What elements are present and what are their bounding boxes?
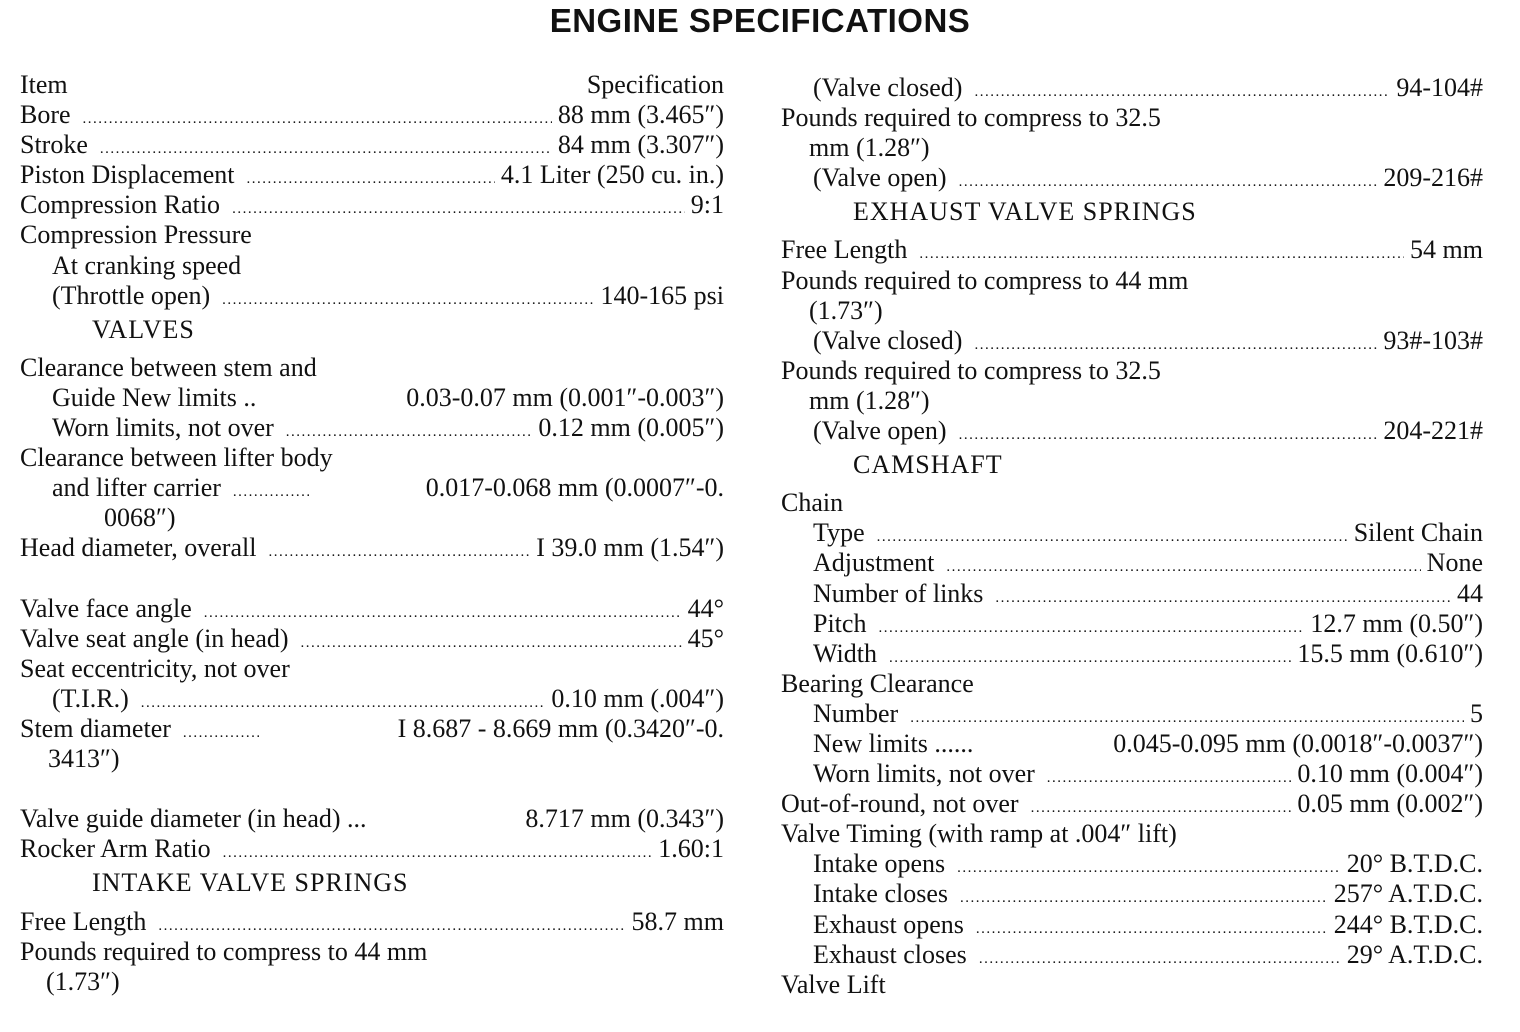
spec-row-stroke <box>20 130 724 160</box>
left-column <box>20 70 724 997</box>
spec-row <box>781 789 1483 819</box>
spec-label: Worn limits, not over <box>813 759 1035 789</box>
spec-label: (T.I.R.) <box>52 683 129 713</box>
dot-leader <box>246 164 494 194</box>
spec-row <box>20 804 724 834</box>
spec-label: Number <box>813 698 899 728</box>
dot-leader <box>959 167 1378 197</box>
spec-label: Compression Pressure <box>20 220 252 250</box>
spec-row <box>781 488 1483 518</box>
spec-row <box>781 235 1483 265</box>
spec-label: Free Length <box>20 906 147 936</box>
spec-label: Seat eccentricity, not over <box>20 653 290 683</box>
dot-leader <box>301 628 682 658</box>
right-column <box>781 73 1483 1000</box>
spec-label: (Throttle open) <box>52 280 211 310</box>
spec-label: Pounds required to compress to 44 mm <box>20 936 428 966</box>
spec-value: 44 <box>1457 578 1483 608</box>
specification-header: Specification <box>586 70 724 99</box>
spacer <box>20 564 724 594</box>
spec-value: 0.10 mm (.004″) <box>551 683 724 713</box>
spec-label: Bore <box>20 100 71 130</box>
spec-label: Type <box>813 518 865 548</box>
spec-row <box>781 356 1483 386</box>
dot-leader <box>183 718 259 748</box>
spec-label: Adjustment <box>813 548 935 578</box>
spec-value: 84 mm (3.307″) <box>557 130 724 160</box>
spec-value: 0.017-0.068 mm (0.0007″-0. <box>425 473 724 503</box>
spec-value: 0.10 mm (0.004″) <box>1297 759 1483 789</box>
spec-label: (1.73″) <box>46 966 120 996</box>
spec-value: 244° B.T.D.C. <box>1333 909 1483 939</box>
spec-value: 140-165 psi <box>600 280 724 310</box>
spec-label: (Valve closed) <box>813 325 963 355</box>
spec-label: Stroke <box>20 130 88 160</box>
spec-label: At cranking speed <box>52 250 242 280</box>
spec-label: Valve Lift <box>781 969 886 999</box>
spec-row <box>20 594 724 624</box>
spec-row <box>781 609 1483 639</box>
dot-leader <box>83 104 552 134</box>
spec-label: Pounds required to compress to 32.5 <box>781 355 1161 385</box>
spec-row <box>20 834 724 864</box>
spec-row <box>781 819 1483 849</box>
spec-row <box>20 443 724 473</box>
spec-label: Bearing Clearance <box>781 668 974 698</box>
spec-label: Intake opens <box>813 849 946 879</box>
dot-leader <box>979 944 1341 974</box>
spec-label: Out-of-round, not over <box>781 789 1019 819</box>
spec-label: (Valve open) <box>813 416 947 446</box>
spec-value: 12.7 mm (0.50″) <box>1310 608 1483 638</box>
spec-row <box>20 473 724 503</box>
dot-leader <box>960 883 1328 913</box>
dot-leader <box>959 420 1378 450</box>
spec-value: 0.12 mm (0.005″) <box>538 413 724 443</box>
dot-leader <box>223 838 653 868</box>
spec-label: Width <box>813 638 877 668</box>
spec-row <box>20 503 724 533</box>
spec-value: Silent Chain <box>1353 518 1483 548</box>
spec-value: 20° B.T.D.C. <box>1346 849 1483 879</box>
spec-row <box>781 639 1483 669</box>
spec-label: (Valve closed) <box>813 73 963 102</box>
spec-row <box>781 849 1483 879</box>
spec-value: 45° <box>687 623 724 653</box>
spec-label: Valve seat angle (in head) <box>20 623 289 653</box>
spec-value: 204-221# <box>1383 416 1483 446</box>
spec-row-displacement <box>20 160 724 190</box>
spec-row-cranking-speed <box>20 251 724 281</box>
spec-value: 9:1 <box>690 190 724 220</box>
spec-label: Chain <box>781 488 844 518</box>
spec-row <box>781 518 1483 548</box>
spec-value: 0.05 mm (0.002″) <box>1297 789 1483 819</box>
spec-label: Clearance between lifter body <box>20 443 333 473</box>
spec-value: 58.7 mm <box>631 906 724 936</box>
spec-label: and lifter carrier <box>52 473 221 503</box>
spec-row <box>20 744 724 774</box>
spec-label: Exhaust opens <box>813 909 964 939</box>
spec-value: 4.1 Liter (250 cu. in.) <box>500 160 724 190</box>
section-heading-camshaft: CAMSHAFT <box>853 450 1003 480</box>
dot-leader <box>1047 763 1292 793</box>
spec-label: Valve guide diameter (in head) ... <box>20 804 367 834</box>
spec-row <box>20 967 724 997</box>
spec-label: Pitch <box>813 608 867 638</box>
spec-row <box>781 759 1483 789</box>
spec-row <box>781 326 1483 356</box>
spec-row <box>20 907 724 937</box>
spec-row <box>781 699 1483 729</box>
spec-row <box>20 937 724 967</box>
spec-value: I 8.687 - 8.669 mm (0.3420″-0. <box>397 713 724 743</box>
spec-row-compression-ratio <box>20 190 724 220</box>
spec-row <box>20 654 724 684</box>
section-heading-exhaust-valve-springs: EXHAUST VALVE SPRINGS <box>853 197 1197 227</box>
spec-value: 8.717 mm (0.343″) <box>525 804 724 834</box>
spec-label: Valve Timing (with ramp at .004″ lift) <box>781 819 1177 849</box>
spec-value: 5 <box>1470 698 1483 728</box>
dot-leader <box>878 613 1304 643</box>
spec-row <box>781 548 1483 578</box>
spec-row <box>20 533 724 563</box>
spec-row <box>781 669 1483 699</box>
spec-label: Pounds required to compress to 32.5 <box>781 103 1161 133</box>
spec-row <box>20 353 724 383</box>
dot-leader <box>946 552 1420 582</box>
spec-value: 94-104# <box>1396 73 1483 102</box>
spec-value: None <box>1426 548 1483 578</box>
spec-row <box>20 714 724 744</box>
spec-value: 0.045-0.095 mm (0.0018″-0.0037″) <box>1113 728 1483 758</box>
spec-row-compression-pressure <box>20 220 724 250</box>
spec-value: 257° A.T.D.C. <box>1333 879 1483 909</box>
dot-leader <box>233 477 309 507</box>
spec-row <box>781 163 1483 193</box>
spec-label: Stem diameter <box>20 713 171 743</box>
spec-label: Head diameter, overall <box>20 533 257 563</box>
spec-row-bore <box>20 100 724 130</box>
dot-leader <box>877 522 1348 552</box>
spec-label: Rocker Arm Ratio <box>20 834 211 864</box>
spec-label: Free Length <box>781 235 908 265</box>
dot-leader <box>268 537 530 567</box>
spec-value: 15.5 mm (0.610″) <box>1297 638 1483 668</box>
spec-label: New limits ...... <box>813 728 974 758</box>
spec-label: Exhaust closes <box>813 939 967 969</box>
spacer <box>20 774 724 804</box>
spec-label: Pounds required to compress to 44 mm <box>781 265 1189 295</box>
spec-value: 1.60:1 <box>658 834 724 864</box>
spec-row <box>20 624 724 654</box>
spec-row <box>781 103 1483 133</box>
spec-row <box>781 579 1483 609</box>
spec-value: 29° A.T.D.C. <box>1346 939 1483 969</box>
spec-label: (1.73″) <box>809 295 883 325</box>
column-header <box>20 70 724 100</box>
page-title: ENGINE SPECIFICATIONS <box>549 2 971 39</box>
spec-row <box>781 386 1483 416</box>
spec-label: Intake closes <box>813 879 949 909</box>
spec-label: Worn limits, not over <box>52 413 274 443</box>
spec-value: 0.03-0.07 mm (0.001″-0.003″) <box>406 382 724 412</box>
section-heading-intake-valve-springs: INTAKE VALVE SPRINGS <box>92 868 409 898</box>
spec-row <box>781 910 1483 940</box>
spec-value: I 39.0 mm (1.54″) <box>536 533 724 563</box>
spec-label: Clearance between stem and <box>20 352 317 382</box>
spec-row <box>781 73 1483 103</box>
spec-row <box>781 133 1483 163</box>
spec-row <box>781 729 1483 759</box>
dot-leader <box>222 285 594 315</box>
spec-label: mm (1.28″) <box>809 385 930 415</box>
spec-label: Valve face angle <box>20 593 192 623</box>
section-heading-valves: VALVES <box>92 314 195 344</box>
spec-row <box>781 416 1483 446</box>
spec-label: 3413″) <box>48 744 120 774</box>
spec-value: 54 mm <box>1410 235 1483 265</box>
spec-row <box>781 940 1483 970</box>
spec-value: 44° <box>687 593 724 623</box>
spec-label: mm (1.28″) <box>809 133 930 163</box>
spec-label: Number of links <box>813 578 984 608</box>
spec-value: 209-216# <box>1383 163 1483 193</box>
dot-leader <box>976 914 1328 944</box>
dot-leader <box>232 194 685 224</box>
spec-label: Piston Displacement <box>20 160 235 190</box>
spec-row <box>781 970 1483 1000</box>
spec-label: (Valve open) <box>813 163 947 193</box>
spec-row <box>20 684 724 714</box>
spec-row <box>20 383 724 413</box>
spec-row <box>781 296 1483 326</box>
spec-row <box>20 413 724 443</box>
spec-row <box>781 879 1483 909</box>
spec-label: 0068″) <box>104 503 176 533</box>
item-header: Item <box>20 70 68 99</box>
spec-row-throttle-open <box>20 281 724 311</box>
spec-label: Compression Ratio <box>20 190 221 220</box>
spec-label: Guide New limits .. <box>52 382 257 412</box>
spec-value: 88 mm (3.465″) <box>557 100 724 130</box>
spec-value: 93#-103# <box>1383 325 1483 355</box>
spec-row <box>781 266 1483 296</box>
dot-leader <box>957 853 1341 883</box>
